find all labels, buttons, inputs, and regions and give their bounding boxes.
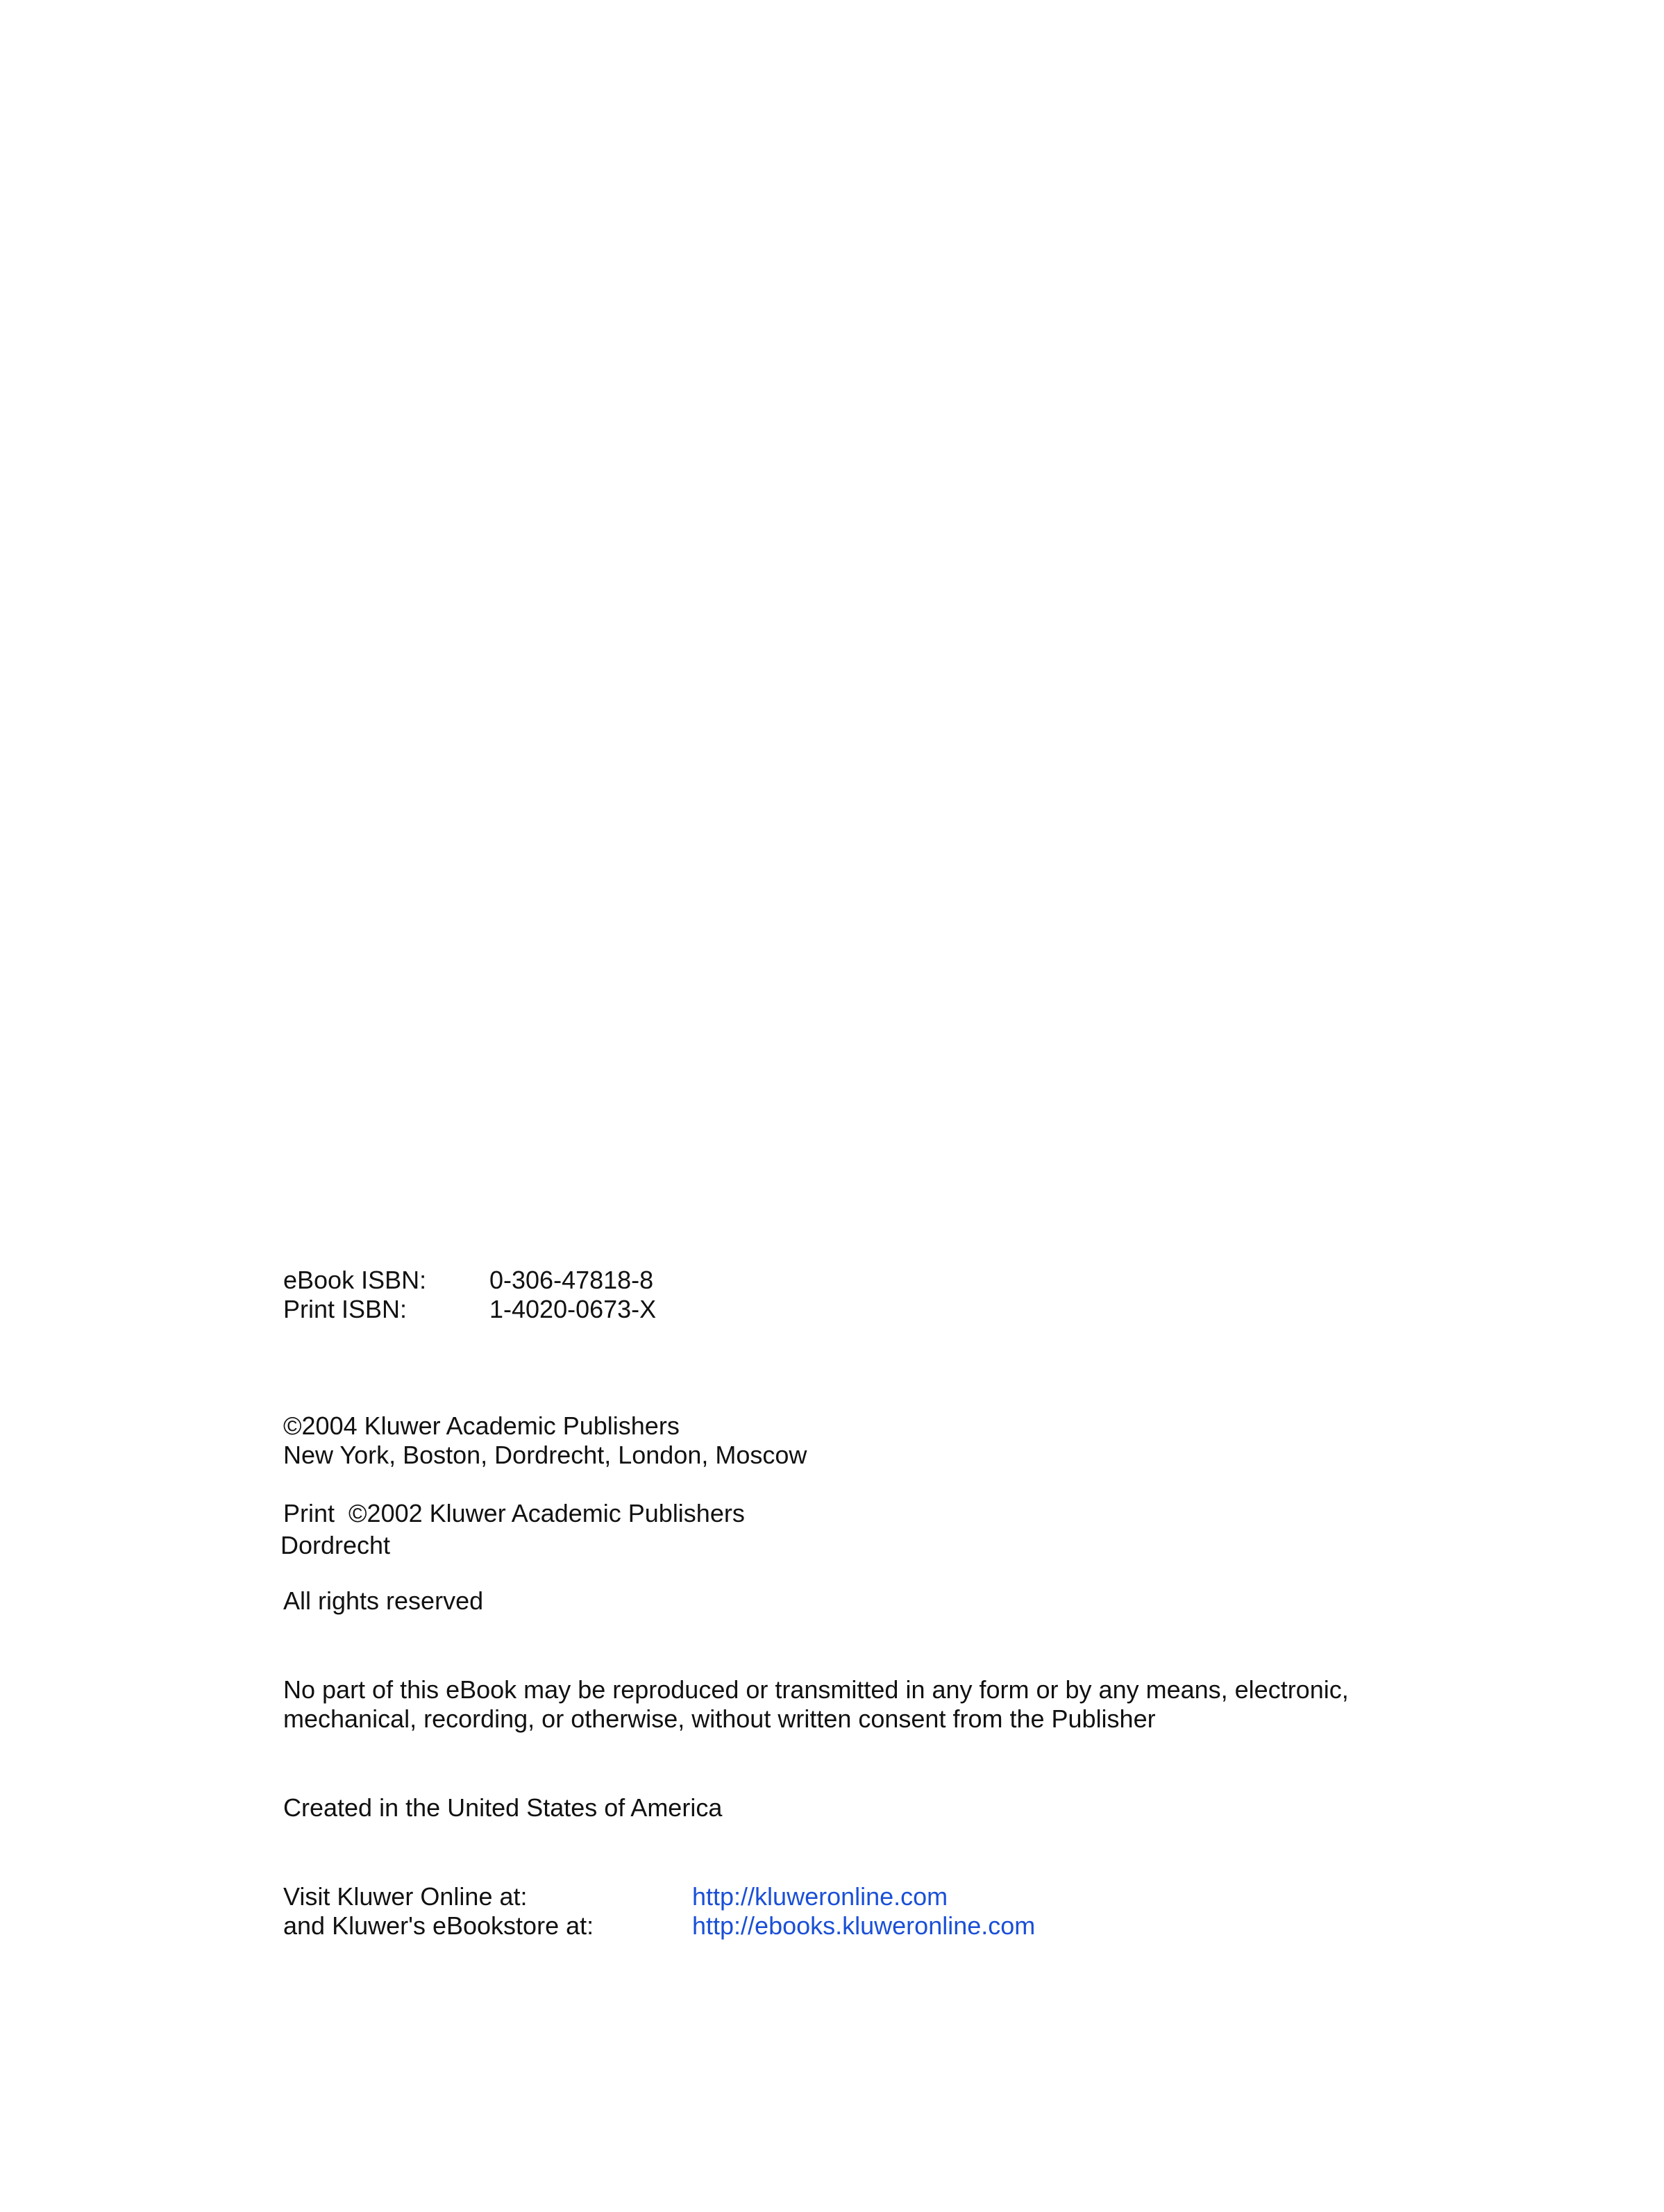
ebook-isbn-label: eBook ISBN: xyxy=(283,1266,427,1294)
print-copyright-line: Print ©2002 Kluwer Academic Publishers xyxy=(283,1499,745,1527)
print-isbn-row xyxy=(283,1295,769,1324)
kluwer-online-link[interactable]: http://kluweronline.com xyxy=(692,1882,948,1911)
print-isbn-value: 1-4020-0673-X xyxy=(489,1295,657,1323)
reproduction-notice-line-2: mechanical, recording, or otherwise, without written consent from the Publisher xyxy=(283,1704,1156,1733)
kluwer-online-label: Visit Kluwer Online at: xyxy=(283,1882,528,1911)
kluwer-ebookstore-label: and Kluwer's eBookstore at: xyxy=(283,1911,594,1940)
all-rights-reserved: All rights reserved xyxy=(283,1586,484,1615)
ebook-isbn-value: 0-306-47818-8 xyxy=(489,1266,654,1294)
print-publisher-place: Dordrecht xyxy=(280,1531,391,1559)
reproduction-notice-line-1: No part of this eBook may be reproduced or transmitted in any form or by any means, electronic, xyxy=(283,1675,1349,1704)
ebook-copyright-line: ©2004 Kluwer Academic Publishers xyxy=(283,1411,680,1440)
print-isbn-label: Print ISBN: xyxy=(283,1295,407,1323)
country-of-creation: Created in the United States of America xyxy=(283,1793,723,1822)
ebook-publisher-places: New York, Boston, Dordrecht, London, Moscow xyxy=(283,1441,807,1469)
kluwer-ebookstore-link[interactable]: http://ebooks.kluweronline.com xyxy=(692,1911,1036,1940)
kluwer-online-row xyxy=(283,1882,1116,1911)
ebook-isbn-row xyxy=(283,1266,769,1295)
kluwer-ebookstore-row xyxy=(283,1911,1116,1941)
